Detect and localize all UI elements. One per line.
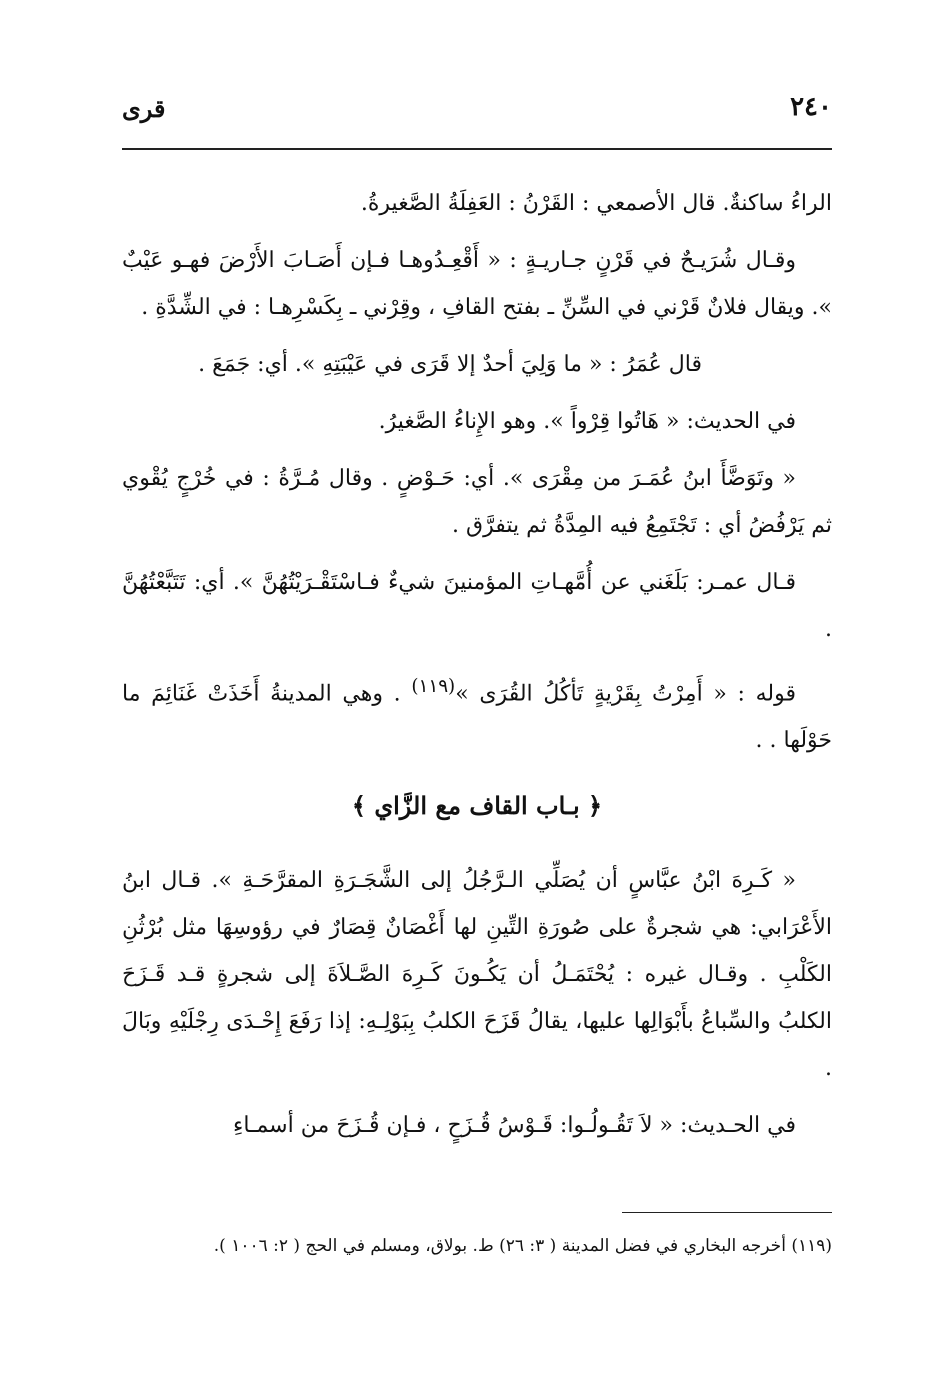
running-title: قرى [122,94,166,123]
paragraph-6: قـال عمـر: بَلَغَني عن أُمَّهـاتِ المؤمنينَ شيءٌ فـاسْتَقْـرَيْتُهُنَّ ». أي: تَتَبَّعْتُهُنَّ . [122,570,832,642]
footnote-rule [622,1212,832,1213]
header-rule [122,148,832,150]
paragraph-8: « كَـرِهَ ابْنُ عبَّاسٍ أن يُصَلِّي الـرَّجُلُ إلى الشَّجَـرَةِ المقرَّحَـةِ ». قـال ابنُ الأَعْرَابي: هي شجرةٌ على صُورَةِ التِّينِ لها أَغْصَانٌ قِصَارٌ في رؤوسِهَا مثل بُرْثُنِ الكَلْبِ . وقـال غيره : يُحْتَمَـلُ أن يَكُـونَ كَـرِهَ الصَّـلاَةَ إلى شجرةٍ قـد قَـزَحَ الكلبُ والسِّباعُ بأَبْوَالِها عليها، يقالُ قَزَحَ الكلبُ بِبَوْلِـهِ: إذا رَفَعَ إِحْـدَى رِجْلَيْهِ وبَالَ . [122,868,832,1082]
paragraph-7-text-end: . وهي المدينةُ أَخَذَتْ غَنَائِمَ ما حَوْلَها . . [122,681,832,754]
paragraph-7 [122,663,832,764]
paragraph-3: قال عُمَرُ : « ما وَلِيَ أحدٌ إلا قَرَى في عَيْبَتِهِ ». أي: جَمَعَ . [198,352,702,377]
footnote-reference: (١١٩) [411,676,456,697]
section-heading: ﴿ بـاب القاف مع الزَّاي ﴾ [351,791,603,821]
paragraph-5: « وتَوَضَّأَ ابنُ عُمَـرَ من مِقْرَى ». أي: حَـوْضٍ . وقال مُـرَّةُ : في خُرْجٍ يُقْوي ثم يَرْفُضُ أي : تَجْتَمِعُ فيه المِدَّةُ ثم يتفرَّق . [122,466,832,538]
page-number: ٢٤٠ [790,92,832,122]
paragraph-2: وقـال شُرَيـحٌ في قَرْنٍ جـاريـةٍ : « أَقْعِـدُوهـا فـإن أَصَـابَ الأَرْضَ فهـو عَيْبٌ ». ويقال فلانٌ قَرْني في السِّنِّ ـ بفتح القافِ ، وقِرْني ـ بِكَسْرِهـا : في الشِّدَّةِ . [122,248,832,320]
paragraph-7-text: قوله : « أَمِرْتُ بِقَرْيةٍ تَأكُلُ القُرَى » [455,681,796,707]
paragraph-9: في الحـديث: « لاَ تَقُـولُـوا: قَـوْسُ قُـزَحٍ ، فـإن قُـزَحَ من أسمـاءِ [232,1113,796,1139]
paragraph-4: في الحديث: « هَاتُوا قِرْواً ». وهو الإِناءُ الصَّغيرُ. [378,409,796,434]
paragraph-1: الراءُ ساكنةٌ. قال الأصمعي : القَرْنُ : العَفِلَةُ الصَّغيرةُ. [360,191,832,216]
footnote: (١١٩) أخرجه البخاري في فضل المدينة ( ٣: ٢٦) ط. بولاق، ومسلم في الحج ( ٢: ١٠٠٦ ). [213,1236,832,1256]
page-header [122,92,832,132]
main-text [122,180,832,1159]
